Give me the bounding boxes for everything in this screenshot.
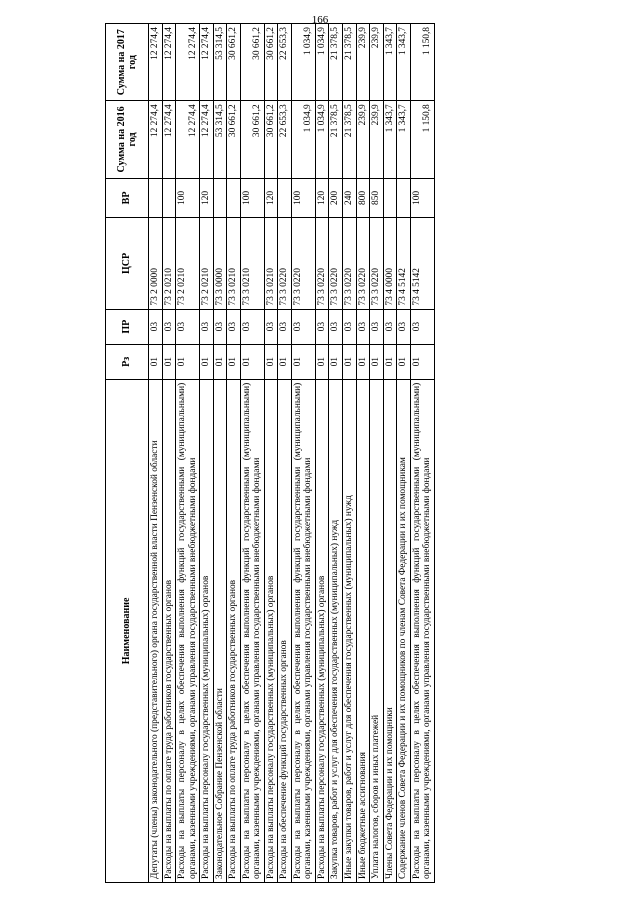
row-csr-cell: 73 3 0210 [264, 218, 278, 309]
table-row [227, 24, 241, 883]
row-rz-cell: 01 [213, 344, 227, 379]
row-vr-cell: 100 [410, 178, 434, 218]
row-sum-2017-cell: 21 378,5 [342, 24, 356, 101]
row-vr-cell: 240 [342, 178, 356, 218]
header-sum-2016: Сумма на 2016 год [106, 101, 149, 178]
row-csr-cell: 73 2 0000 [149, 218, 163, 309]
row-pr-cell: 03 [213, 309, 227, 344]
row-sum-2016-cell: 12 274,4 [162, 101, 176, 178]
row-sum-2016-cell: 21 378,5 [342, 101, 356, 178]
row-rz-cell: 01 [278, 344, 292, 379]
row-sum-2017-cell: 1 343,7 [397, 24, 411, 101]
row-sum-2017-cell: 53 314,5 [213, 24, 227, 101]
row-csr-cell: 73 3 0000 [213, 218, 227, 309]
table-row [149, 24, 163, 883]
header-vr: ВР [106, 178, 149, 218]
row-csr-cell: 73 3 0220 [315, 218, 329, 309]
row-csr-cell: 73 2 0210 [200, 218, 214, 309]
row-vr-cell: 100 [176, 178, 200, 218]
row-rz-cell: 01 [329, 344, 343, 379]
row-csr-cell: 73 3 0220 [356, 218, 370, 309]
table-row [291, 24, 315, 883]
row-pr-cell: 03 [264, 309, 278, 344]
row-csr-cell: 73 3 0210 [227, 218, 241, 309]
row-name-cell: Расходы на выплаты персоналу государственных (муниципальных) органов [264, 379, 278, 882]
row-sum-2017-cell: 12 274,4 [149, 24, 163, 101]
page-number: 166 [311, 14, 329, 26]
table-row [410, 24, 434, 883]
row-sum-2017-cell: 1 034,9 [315, 24, 329, 101]
row-vr-cell: 850 [370, 178, 384, 218]
row-name-cell: Расходы на выплаты по оплате труда работников государственных органов [162, 379, 176, 882]
row-vr-cell: 120 [315, 178, 329, 218]
row-sum-2016-cell: 30 661,2 [264, 101, 278, 178]
row-rz-cell: 01 [370, 344, 384, 379]
row-pr-cell: 03 [227, 309, 241, 344]
row-pr-cell: 03 [278, 309, 292, 344]
row-pr-cell: 03 [240, 309, 264, 344]
row-sum-2017-cell: 12 274,4 [176, 24, 200, 101]
row-sum-2016-cell: 1 343,7 [383, 101, 397, 178]
row-pr-cell: 03 [383, 309, 397, 344]
row-csr-cell: 73 4 0000 [383, 218, 397, 309]
row-sum-2016-cell: 30 661,2 [227, 101, 241, 178]
header-csr: ЦСР [106, 218, 149, 309]
row-vr-cell [278, 178, 292, 218]
row-sum-2016-cell: 12 274,4 [176, 101, 200, 178]
table-row [213, 24, 227, 883]
row-vr-cell: 200 [329, 178, 343, 218]
row-pr-cell: 03 [397, 309, 411, 344]
table-row [383, 24, 397, 883]
row-rz-cell: 01 [162, 344, 176, 379]
row-csr-cell: 73 3 0220 [278, 218, 292, 309]
table-row [200, 24, 214, 883]
row-rz-cell: 01 [240, 344, 264, 379]
table-row [397, 24, 411, 883]
row-rz-cell: 01 [342, 344, 356, 379]
row-name-cell: Депутаты (члены) законодательного (представительного) органа государственной власти Пензенской области [149, 379, 163, 882]
row-name-cell: Расходы на обеспечение функций государственных органов [278, 379, 292, 882]
row-csr-cell: 73 3 0220 [342, 218, 356, 309]
header-pr: ПР [106, 309, 149, 344]
row-vr-cell: 120 [200, 178, 214, 218]
row-csr-cell: 73 3 0210 [240, 218, 264, 309]
table-header-row [106, 24, 149, 883]
budget-table [105, 23, 435, 883]
row-name-cell: Уплата налогов, сборов и иных платежей [370, 379, 384, 882]
row-pr-cell: 03 [370, 309, 384, 344]
row-sum-2017-cell: 30 661,2 [264, 24, 278, 101]
row-sum-2017-cell: 12 274,4 [200, 24, 214, 101]
row-pr-cell: 03 [200, 309, 214, 344]
row-sum-2017-cell: 12 274,4 [162, 24, 176, 101]
row-sum-2016-cell: 12 274,4 [149, 101, 163, 178]
row-pr-cell: 03 [356, 309, 370, 344]
row-pr-cell: 03 [162, 309, 176, 344]
row-csr-cell: 73 2 0210 [162, 218, 176, 309]
row-rz-cell: 01 [291, 344, 315, 379]
row-pr-cell: 03 [329, 309, 343, 344]
row-sum-2017-cell: 30 661,2 [240, 24, 264, 101]
rotated-table-container [105, 23, 565, 883]
table-body [149, 24, 435, 883]
row-name-cell: Законодательное Собрание Пензенской области [213, 379, 227, 882]
row-name-cell: Иные бюджетные ассигнования [356, 379, 370, 882]
row-sum-2016-cell: 12 274,4 [200, 101, 214, 178]
row-sum-2016-cell: 1 034,9 [315, 101, 329, 178]
table-row [162, 24, 176, 883]
table-row [329, 24, 343, 883]
row-sum-2017-cell: 1 343,7 [383, 24, 397, 101]
row-vr-cell: 100 [240, 178, 264, 218]
row-vr-cell [397, 178, 411, 218]
row-rz-cell: 01 [176, 344, 200, 379]
row-pr-cell: 03 [342, 309, 356, 344]
row-vr-cell [162, 178, 176, 218]
row-pr-cell: 03 [149, 309, 163, 344]
row-sum-2017-cell: 1 150,8 [410, 24, 434, 101]
row-sum-2017-cell: 239,9 [370, 24, 384, 101]
row-sum-2017-cell: 239,9 [356, 24, 370, 101]
row-rz-cell: 01 [356, 344, 370, 379]
row-csr-cell: 73 4 5142 [410, 218, 434, 309]
row-name-cell: Содержание членов Совета Федерации и их помощников по членам Совета Федерации и их помощникам [397, 379, 411, 882]
row-vr-cell: 800 [356, 178, 370, 218]
table-row [370, 24, 384, 883]
row-sum-2017-cell: 22 653,3 [278, 24, 292, 101]
header-sum-2017: Сумма на 2017 год [106, 24, 149, 101]
row-vr-cell [383, 178, 397, 218]
row-vr-cell [227, 178, 241, 218]
row-sum-2016-cell: 53 314,5 [213, 101, 227, 178]
row-csr-cell: 73 4 5142 [397, 218, 411, 309]
row-vr-cell [213, 178, 227, 218]
row-rz-cell: 01 [264, 344, 278, 379]
table-row [315, 24, 329, 883]
table-row [264, 24, 278, 883]
row-name-cell: Иные закупки товаров, работ и услуг для обеспечения государственных (муниципальных) нужд [342, 379, 356, 882]
row-name-cell: Расходы на выплаты персоналу в целях обеспечения выполнения функций государственными (муниципальными) органами, казенными учреждениями, органами управления государственными внебюджетными фондами [291, 379, 315, 882]
header-rz: Рз [106, 344, 149, 379]
row-vr-cell: 120 [264, 178, 278, 218]
row-vr-cell: 100 [291, 178, 315, 218]
table-row [240, 24, 264, 883]
row-vr-cell [149, 178, 163, 218]
row-rz-cell: 01 [200, 344, 214, 379]
row-sum-2017-cell: 21 378,5 [329, 24, 343, 101]
row-sum-2016-cell: 1 343,7 [397, 101, 411, 178]
row-sum-2016-cell: 239,9 [356, 101, 370, 178]
row-sum-2016-cell: 22 653,3 [278, 101, 292, 178]
row-sum-2016-cell: 21 378,5 [329, 101, 343, 178]
row-name-cell: Расходы на выплаты персоналу в целях обеспечения выполнения функций государственными (муниципальными) органами, казенными учреждениями, органами управления государственными внебюджетными фондами [176, 379, 200, 882]
row-sum-2016-cell: 1 150,8 [410, 101, 434, 178]
row-sum-2016-cell: 1 034,9 [291, 101, 315, 178]
header-name: Наименование [106, 379, 149, 882]
row-rz-cell: 01 [383, 344, 397, 379]
row-csr-cell: 73 3 0220 [329, 218, 343, 309]
row-pr-cell: 03 [176, 309, 200, 344]
row-sum-2016-cell: 30 661,2 [240, 101, 264, 178]
row-rz-cell: 01 [315, 344, 329, 379]
row-pr-cell: 03 [410, 309, 434, 344]
row-sum-2016-cell: 239,9 [370, 101, 384, 178]
table-row [176, 24, 200, 883]
row-sum-2017-cell: 1 034,9 [291, 24, 315, 101]
row-name-cell: Расходы на выплаты персоналу в целях обеспечения выполнения функций государственными (муниципальными) органами, казенными учреждениями, органами управления государственными внебюджетными фондами [240, 379, 264, 882]
table-row [342, 24, 356, 883]
row-rz-cell: 01 [410, 344, 434, 379]
row-rz-cell: 01 [149, 344, 163, 379]
row-csr-cell: 73 2 0210 [176, 218, 200, 309]
row-rz-cell: 01 [227, 344, 241, 379]
row-sum-2017-cell: 30 661,2 [227, 24, 241, 101]
row-pr-cell: 03 [291, 309, 315, 344]
row-rz-cell: 01 [397, 344, 411, 379]
row-name-cell: Расходы на выплаты персоналу государственных (муниципальных) органов [315, 379, 329, 882]
row-csr-cell: 73 3 0220 [291, 218, 315, 309]
row-name-cell: Закупка товаров, работ и услуг для обеспечения государственных (муниципальных) нужд [329, 379, 343, 882]
table-row [356, 24, 370, 883]
table-row [278, 24, 292, 883]
row-name-cell: Расходы на выплаты персоналу в целях обеспечения выполнения функций государственными (муниципальными) органами, казенными учреждениями, органами управления государственными внебюджетными фондами [410, 379, 434, 882]
row-pr-cell: 03 [315, 309, 329, 344]
row-name-cell: Расходы на выплаты персоналу государственных (муниципальных) органов [200, 379, 214, 882]
row-name-cell: Расходы на выплаты по оплате труда работников государственных органов [227, 379, 241, 882]
row-name-cell: Члены Совета Федерации и их помощники [383, 379, 397, 882]
row-csr-cell: 73 3 0220 [370, 218, 384, 309]
